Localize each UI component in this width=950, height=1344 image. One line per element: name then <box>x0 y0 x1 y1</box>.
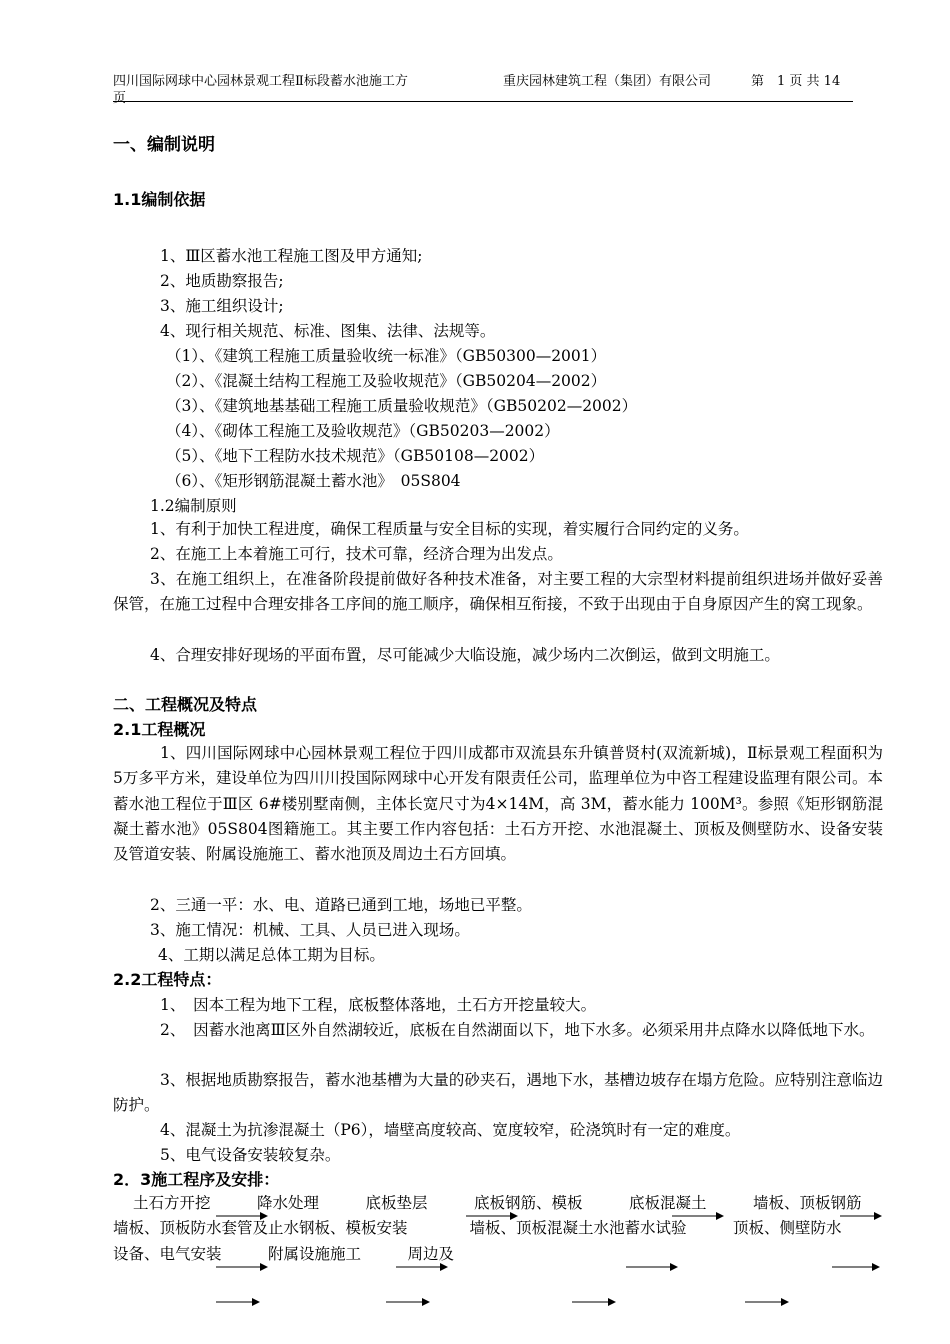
header-page-tail: 页 <box>113 91 127 106</box>
norm-item: （3）、《建筑地基基础工程施工质量验收规范》（GB50202—2002） <box>166 397 638 415</box>
flow-arrow-icon <box>626 1261 678 1273</box>
feature-item: 4、混凝土为抗渗混凝土（P6），墙壁高度较高、宽度较窄，砼浇筑时有一定的难度。 <box>160 1121 741 1139</box>
section2-sub2-title: 2.2工程特点： <box>113 970 222 989</box>
overview-item: 3、施工情况：机械、工具、人员已进入现场。 <box>150 921 470 939</box>
header-page-info: 第 1 页 共 14 <box>751 74 841 89</box>
overview-paragraph: 1、四川国际网球中心园林景观工程位于四川成都市双流县东升镇普贤村(双流新城)，Ⅱ标景观工程面积为5万多平方米，建设单位为四川川投国际网球中心开发有限责任公司，监理单位为中咨工程建设监理有限公司。本蓄水池工程位于Ⅲ区 6#楼别墅南侧，主体长宽尺寸为4×14M，高 3M，蓄水能力 100M³。参照《矩形钢筋混凝土蓄水池》05S804图籍施工。其主要工作内容包括：土石方开挖、水池混凝土、顶板及侧壁防水、设备安装及管道安装、附属设施施工、蓄水池顶及周边土石方回填。 <box>113 744 883 864</box>
flow-arrow-icon <box>572 1296 616 1308</box>
overview-item: 4、工期以满足总体工期为目标。 <box>158 946 385 964</box>
principle-item: 3、在施工组织上，在准备阶段提前做好各种技术准备，对主要工程的大宗型材料提前组织进场并做好妥善保管，在施工过程中合理安排各工序间的施工顺序，确保相互衔接，不致于出现由于自身原因产生的窝工现象。 <box>113 570 883 614</box>
section2-sub3-title: 2．3施工程序及安排： <box>113 1170 280 1189</box>
basis-item: 3、施工组织设计; <box>160 297 284 315</box>
principle-item: 1、有利于加快工程进度，确保工程质量与安全目标的实现，着实履行合同约定的义务。 <box>150 520 749 538</box>
feature-item: 2、 因蓄水池离Ⅲ区外自然湖较近，底板在自然湖面以下，地下水多。必须采用井点降水以降低地下水。 <box>160 1021 875 1039</box>
flow-arrow-icon <box>672 1210 724 1222</box>
principle-item: 2、在施工上本着施工可行，技术可靠，经济合理为出发点。 <box>150 545 563 563</box>
norm-item: （4）、《砌体工程施工及验收规范》（GB50203—2002） <box>166 422 560 440</box>
flow-arrow-icon <box>386 1296 430 1308</box>
principle-item: 4、合理安排好现场的平面布置，尽可能减少大临设施，减少场内二次倒运，做到文明施工。 <box>150 646 780 664</box>
section2-sub1-title: 2.1工程概况 <box>113 720 206 739</box>
flow-arrow-icon <box>216 1296 260 1308</box>
flow-arrow-icon <box>216 1210 268 1222</box>
header-company: 重庆园林建筑工程（集团）有限公司 <box>503 74 712 89</box>
norm-item: （1）、《建筑工程施工质量验收统一标准》（GB50300—2001） <box>166 347 607 365</box>
flow-arrow-icon <box>832 1261 880 1273</box>
basis-item: 1、Ⅲ区蓄水池工程施工图及甲方通知; <box>160 247 423 265</box>
basis-item: 4、现行相关规范、标准、图集、法律、法规等。 <box>160 322 496 340</box>
section1-sub2-title: 1.2编制原则 <box>150 497 237 515</box>
overview-item: 2、三通一平：水、电、道路已通到工地，场地已平整。 <box>150 896 532 914</box>
feature-item: 3、根据地质勘察报告，蓄水池基槽为大量的砂夹石，遇地下水，基槽边坡存在塌方危险。应特别注意临边防护。 <box>113 1071 883 1115</box>
header-project: 四川国际网球中心园林景观工程Ⅱ标段蓄水池施工方 <box>113 74 408 89</box>
feature-item: 5、电气设备安装较复杂。 <box>160 1146 341 1164</box>
flow-arrow-icon <box>466 1210 518 1222</box>
section2-title: 二、工程概况及特点 <box>113 695 258 714</box>
feature-item: 1、 因本工程为地下工程，底板整体落地，土石方开挖量较大。 <box>160 996 597 1014</box>
flow-arrow-icon <box>745 1296 789 1308</box>
norm-item: （2）、《混凝土结构工程施工及验收规范》（GB50204—2002） <box>166 372 607 390</box>
flow-arrow-icon <box>396 1261 448 1273</box>
basis-item: 2、地质勘察报告; <box>160 272 284 290</box>
header-rule <box>113 101 853 102</box>
section1-sub1-title: 1.1编制依据 <box>113 190 206 209</box>
section1-title: 一、编制说明 <box>113 135 215 155</box>
flow-arrow-icon <box>216 1261 268 1273</box>
construction-sequence: 土石方开挖 降水处理 底板垫层 底板钢筋、模板 底板混凝土 墙板、顶板钢筋 墙板、顶板防水套管及止水钢板、模板安装 墙板、顶板混凝土水池蓄水试验 顶板、侧壁防水 设备、电气安装 附属设施施工 周边及 <box>113 1194 909 1263</box>
norm-item: （6）、《矩形钢筋混凝土蓄水池》 05S804 <box>166 472 461 490</box>
norm-item: （5）、《地下工程防水技术规范》（GB50108—2002） <box>166 447 545 465</box>
flow-arrow-icon <box>840 1210 882 1222</box>
